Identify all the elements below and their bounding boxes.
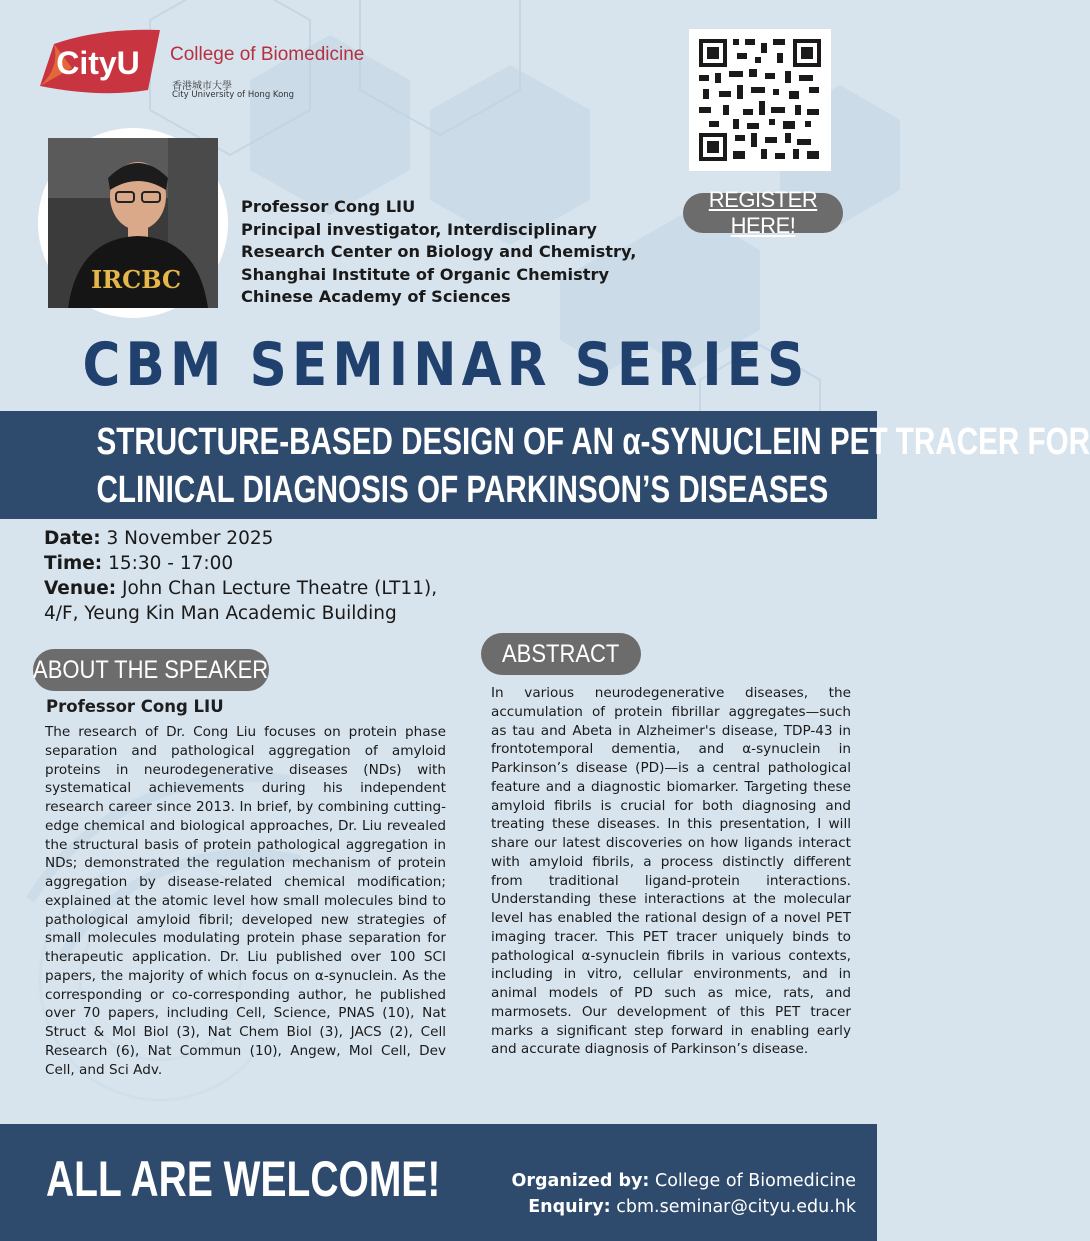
venue-row: [44, 576, 437, 601]
event-details: [44, 526, 437, 626]
shirt-text: IRCBC: [90, 265, 182, 294]
registration-qr-code[interactable]: [689, 29, 831, 171]
register-button[interactable]: REGISTER HERE!: [683, 193, 843, 233]
date-value: 3 November 2025: [106, 528, 274, 549]
date-row: [44, 526, 437, 551]
abstract-heading-text: ABSTRACT: [502, 639, 620, 668]
enquiry-email-link[interactable]: cbm.seminar@cityu.edu.hk: [616, 1197, 856, 1217]
speaker-info: [241, 196, 661, 309]
time-row: [44, 551, 437, 576]
speaker-name: Professor Cong LIU: [241, 197, 416, 216]
cityu-logo: [40, 24, 380, 104]
logo-badge-text: CityU: [56, 45, 140, 81]
enquiry-label: Enquiry:: [528, 1197, 611, 1217]
venue-label: Venue:: [44, 578, 117, 599]
series-title: CBM SEMINAR SERIES: [82, 330, 810, 400]
talk-title-line: STRUCTURE-BASED DESIGN OF AN α-SYNUCLEIN PET TRACER FOR: [96, 421, 1090, 463]
talk-title-line: CLINICAL DIAGNOSIS OF PARKINSON’S DISEASES: [96, 469, 829, 511]
time-value: 15:30 - 17:00: [108, 553, 234, 574]
date-label: Date:: [44, 528, 101, 549]
about-speaker-name: Professor Cong LIU: [46, 697, 224, 716]
time-label: Time:: [44, 553, 103, 574]
speaker-affiliation-line: Shanghai Institute of Organic Chemistry: [241, 264, 609, 284]
about-speaker-heading-text: ABOUT THE SPEAKER: [33, 655, 269, 684]
about-speaker-heading: [33, 649, 269, 691]
about-speaker-text: The research of Dr. Cong Liu focuses on protein phase separation and pathological aggregation of amyloid proteins in neurodegenerative diseases (NDs) with systematical achievements during his independent research career since 2013. In brief, by combining cutting-edge chemical and biological approaches, Dr. Liu revealed the structural basis of protein pathological aggregation in NDs; demonstrated the regulation mechanism of protein aggregation by disease-related chemical modification; explained at the atomic level how small molecules bind to pathological amyloid fibril; developed new strategies of small molecules modulating protein phase separation for therapeutic application. Dr. Liu published over 100 SCI papers, the majority of which focus on α-synuclein. As the corresponding or co-corresponding author, he published over 70 papers, including Cell, Science, PNAS (10), Nat Struct & Mol Biol (3), Nat Chem Biol (3), JACS (2), Cell Research (6), Nat Commun (10), Angew, Mol Cell, Dev Cell, and Sci Adv.: [45, 724, 446, 1078]
speaker-affiliation-line: Research Center on Biology and Chemistry,: [241, 242, 637, 261]
abstract-text: In various neurodegenerative diseases, the accumulation of protein fibrillar aggregates—such as tau and Abeta in Alzheimer's disease, TDP-43 in frontotemporal dementia, and α-synuclein in Parkinson’s disease (PD)—is a central pathological feature and a diagnostic biomarker. Targeting these amyloid fibrils is crucial for both diagnosing and treating these diseases. In this presentation, I will share our latest discoveries on how ligands interact with amyloid fibrils, a process distinctly different from traditional ligand-protein interactions. Understanding these interactions at the molecular level has enabled the rational design of a novel PET imaging tracer. This PET tracer uniquely binds to pathological α-synuclein fibrils in various contexts, including in vitro, cellular environments, and in animal models of PD such as mice, rats, and marmosets. Our development of this PET tracer marks a significant step forward in enabling early and accurate diagnosis of Parkinson’s disease.: [491, 685, 851, 1058]
talk-title: [0, 418, 1090, 514]
welcome-text: ALL ARE WELCOME!: [46, 1151, 441, 1207]
enquiry-row: [512, 1194, 857, 1220]
organized-by-label: Organized by:: [511, 1171, 650, 1191]
speaker-photo: [48, 138, 218, 308]
college-name: College of Biomedicine: [170, 44, 365, 65]
organizer-info: [512, 1168, 857, 1220]
organized-by-value: College of Biomedicine: [655, 1171, 856, 1191]
cityu-badge-icon: [40, 28, 162, 94]
speaker-portrait-icon: [48, 138, 218, 308]
qr-code-icon: [689, 29, 831, 171]
university-name-chinese: 香港城市大學: [172, 81, 232, 92]
abstract-heading: [481, 633, 641, 675]
venue-value-line2: 4/F, Yeung Kin Man Academic Building: [44, 603, 397, 624]
speaker-affiliation-line: Chinese Academy of Sciences: [241, 287, 511, 306]
university-name-english: City University of Hong Kong: [172, 90, 295, 100]
speaker-affiliation-line: Principal investigator, Interdisciplinary: [241, 219, 597, 239]
organized-by-row: [512, 1168, 857, 1194]
venue-value: John Chan Lecture Theatre (LT11),: [122, 578, 438, 599]
